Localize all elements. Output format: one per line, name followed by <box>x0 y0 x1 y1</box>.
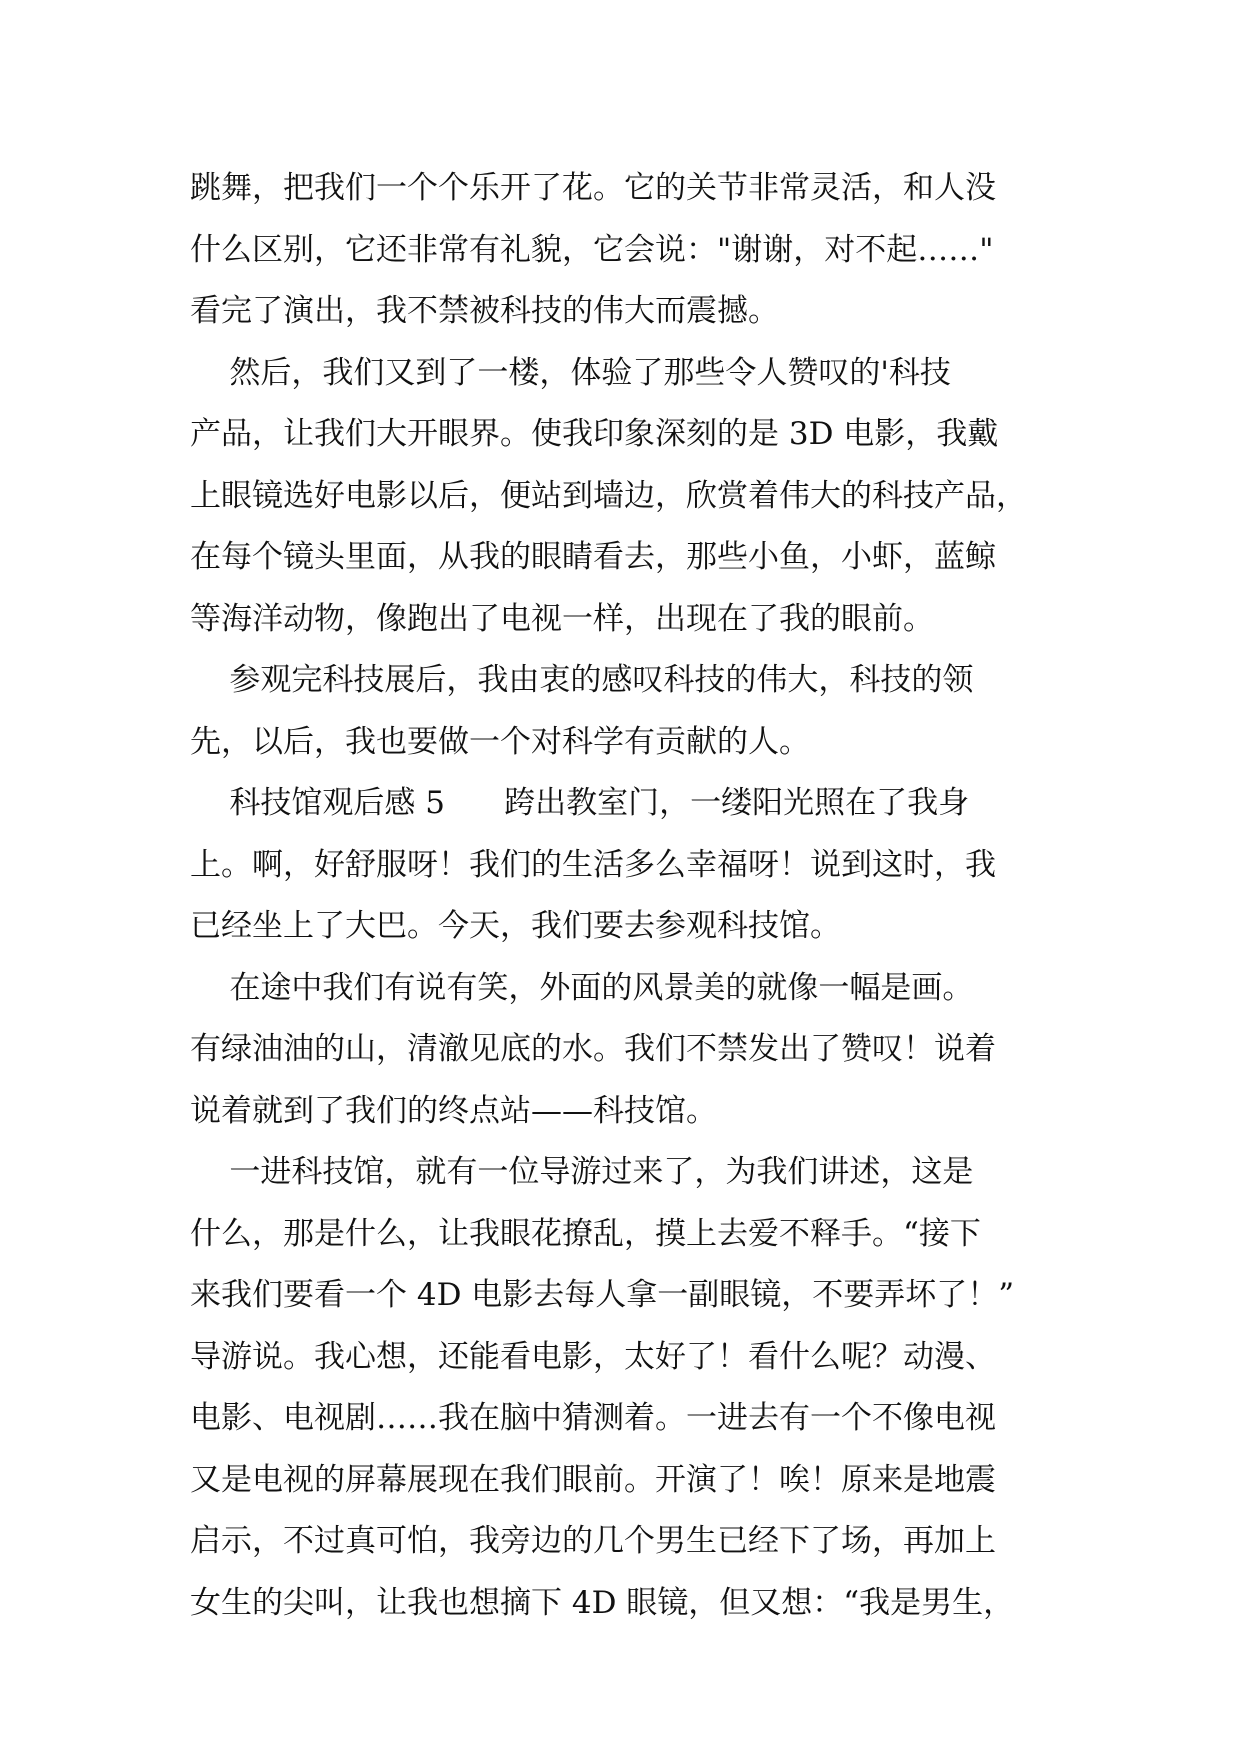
text-line: 一进科技馆，就有一位导游过来了，为我们讲述，这是 <box>190 1154 974 1190</box>
text-line: 上。啊，好舒服呀！我们的生活多么幸福呀！说到这时，我 <box>190 846 996 883</box>
text-line: 然后，我们又到了一楼，体验了那些令人赞叹的'科技 <box>190 354 951 391</box>
text-line: 什么，那是什么，让我眼花撩乱，摸上去爱不释手。“接下 <box>190 1215 981 1252</box>
text-line: 等海洋动物，像跑出了电视一样，出现在了我的眼前。 <box>190 600 934 637</box>
text-line: 电影、电视剧……我在脑中猜测着。一进去有一个不像电视 <box>190 1400 996 1436</box>
text-line: 已经坐上了大巴。今天，我们要去参观科技馆。 <box>190 908 841 944</box>
text-line: 上眼镜选好电影以后，便站到墙边，欣赏着伟大的科技产品， <box>190 477 1027 514</box>
text-line: 在途中我们有说有笑，外面的风景美的就像一幅是画。 <box>190 969 974 1006</box>
text-line: 女生的尖叫，让我也想摘下 4D 眼镜，但又想：“我是男生， <box>190 1584 1015 1621</box>
text-line: 导游说。我心想，还能看电影，太好了！看什么呢？动漫、 <box>190 1338 996 1375</box>
text-line: 参观完科技展后，我由衷的感叹科技的伟大，科技的领 <box>190 662 974 698</box>
text-line: 又是电视的屏幕展现在我们眼前。开演了！唉！原来是地震 <box>190 1461 996 1498</box>
text-line: 产品，让我们大开眼界。使我印象深刻的是 3D 电影，我戴 <box>190 416 999 452</box>
text-line: 先，以后，我也要做一个对科学有贡献的人。 <box>190 723 810 760</box>
essay-text <box>190 158 1070 1634</box>
text-line: 看完了演出，我不禁被科技的伟大而震撼。 <box>190 293 779 329</box>
text-line: 科技馆观后感 5 跨出教室门，一缕阳光照在了我身 <box>190 785 970 821</box>
text-line: 说着就到了我们的终点站——科技馆。 <box>190 1092 717 1129</box>
text-line: 启示，不过真可怕，我旁边的几个男生已经下了场，再加上 <box>190 1523 996 1559</box>
text-line: 有绿油油的山，清澈见底的水。我们不禁发出了赞叹！说着 <box>190 1031 996 1067</box>
text-line: 跳舞，把我们一个个乐开了花。它的关节非常灵活，和人没 <box>190 170 996 206</box>
text-line: 在每个镜头里面，从我的眼睛看去，那些小鱼，小虾，蓝鲸 <box>190 539 996 575</box>
text-line: 来我们要看一个 4D 电影去每人拿一副眼镜，不要弄坏了！” <box>190 1277 1015 1313</box>
text-line: 什么区别，它还非常有礼貌，它会说："谢谢，对不起……" <box>190 231 994 268</box>
